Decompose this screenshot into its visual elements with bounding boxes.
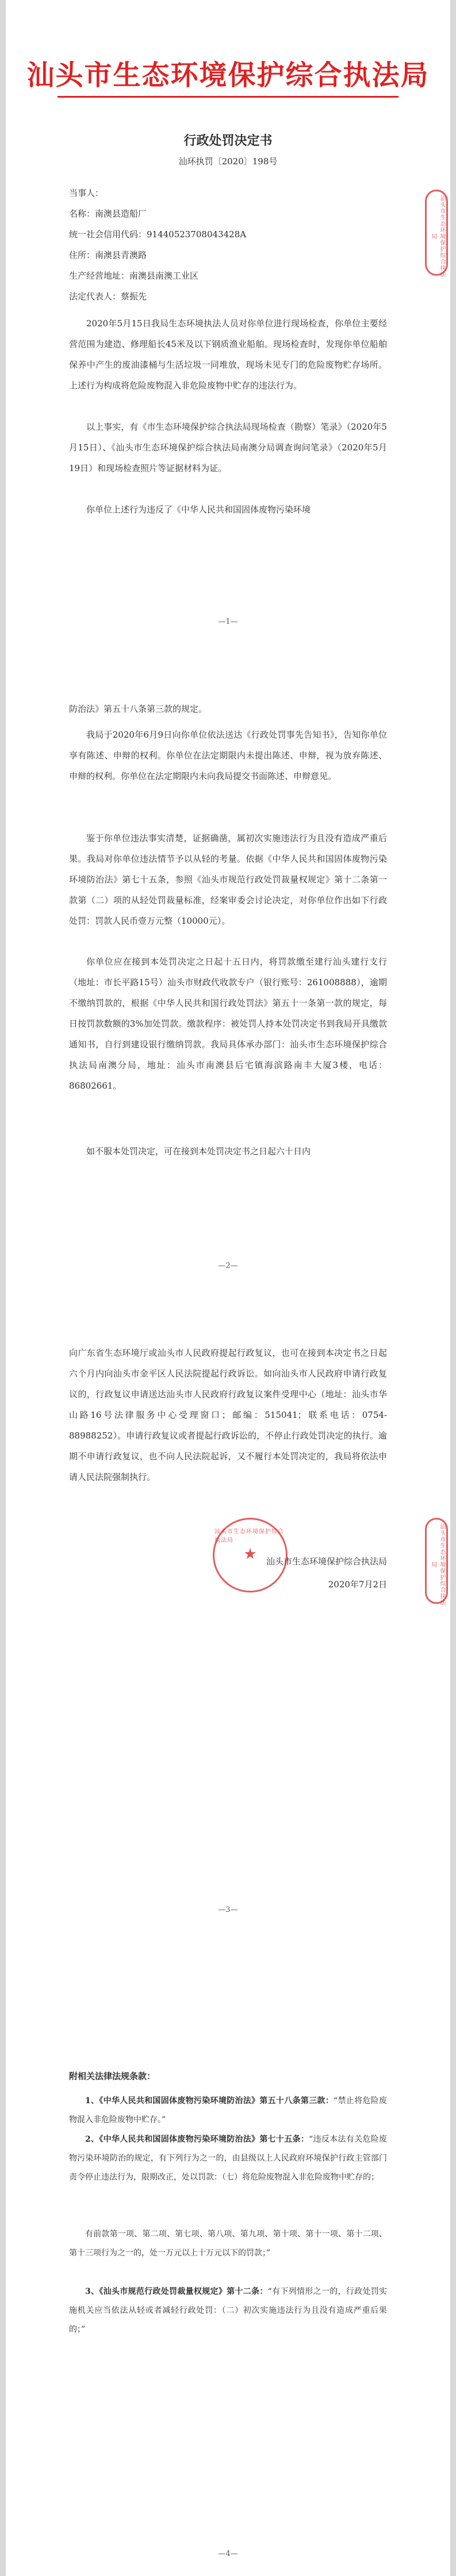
law-2 (69, 2130, 387, 2187)
paragraph-facts: 2020年5月15日我局生态环境执法人员对你单位进行现场检查，你单位主要经营范围为建造、修理船长45米及以下钢质渔业船舶。现场检查时，发现你单位船舶保养中产生的废油漆桶与生活垃圾一同堆放，现场未见专门的危险废物贮存场所。上述行为构成将危险废物混入非危险废物中贮存的违法行为。 (69, 318, 387, 391)
page-number: —2— (218, 1262, 238, 1270)
field-address: 住所：南澳县青澳路 (69, 250, 147, 260)
page-number: —4— (218, 2550, 238, 2558)
official-seal-text: 汕头市生态环境保护综合执法局 (214, 1529, 284, 1544)
side-seal (425, 1518, 448, 1604)
page-3 (6, 1288, 450, 1932)
page-number: —1— (218, 618, 238, 626)
field-name: 名称：南澳县造船厂 (69, 209, 147, 219)
laws-title: 附相关法律法规条款： (69, 2071, 156, 2081)
page-2 (6, 644, 450, 1288)
law-1-body: “禁止将危险废物混入非危险废物中贮存。” (69, 2096, 387, 2124)
law-3-body: “有下列情形之一的，行政处罚实施机关应当依法从轻或者减轻行政处罚：（二）初次实施违法行为且没有造成严重后果的；” (69, 2287, 387, 2334)
field-business-address: 生产经营地址：南澳县南澳工业区 (69, 271, 199, 281)
paragraph-decision: 鉴于你单位违法事实清楚，证据确凿，属初次实施违法行为且没有造成严重后果。我局对你单位违法情节予以从轻的考量。依据《中华人民共和国固体废物污染环境防治法》第七十五条，参照《汕头市规范行政处罚裁量权规定》第十二条第一款第（二）项的从轻处罚裁量标准，经案审委会讨论决定，对你单位作出如下行政处罚：罚款人民币壹万元整（10000元）。 (69, 833, 387, 926)
paragraph-payment: 你单位应在接到本处罚决定之日起十五日内，将罚款缴至建行汕头建行支行（地址：市长平路15号）汕头市财政代收款专户（银行账号：261008888），逾期不缴纳罚款的，根据《中华人民共和国行政处罚法》第五十一条第一款的规定，每日按罚款数额的3%加处罚款。缴款程序：被处罚人持本处罚决定书到我局开具缴款通知书，自行到建设银行缴纳罚款。我局具体承办部门：汕头市生态环境保护综合执法局南澳分局，地址：汕头市南澳县后宅镇海滨路南丰大厦3楼，电话：86802661。 (69, 957, 387, 1091)
law-2-heading: 2、《中华人民共和国固体废物污染环境防治法》第七十五条： (85, 2135, 309, 2144)
page-number: —3— (218, 1906, 238, 1914)
agency-header: 汕头市生态环境保护综合执法局 (26, 59, 430, 91)
party-label: 当事人： (69, 188, 104, 198)
field-legal-rep: 法定代表人：蔡振先 (69, 291, 147, 302)
side-seal-text: 汕头市生态环境保护综合执法局 (430, 1523, 445, 1606)
document-title: 行政处罚决定书 (183, 133, 273, 148)
field-credit-code: 统一社会信用代码：91440523708043428A (69, 229, 247, 240)
law-1 (69, 2092, 387, 2130)
paragraph-continued: 防治法》第五十八条第三款的规定。 (69, 704, 208, 714)
document-number: 汕环执罚〔2020〕198号 (178, 156, 278, 167)
law-3-heading: 3、《汕头市规范行政处罚裁量权规定》第十二条： (85, 2287, 268, 2296)
page-1 (6, 0, 450, 644)
side-seal-text: 汕头市生态环境保护综合执法局 (430, 195, 445, 277)
paragraph-appeal: 向广东省生态环境厅或汕头市人民政府提起行政复议，也可在接到本决定书之日起六个月内向汕头市金平区人民法院提起行政诉讼。如向汕头市人民政府申请行政复议的，行政复议申请送达汕头市人民政府行政复议案件受理中心（地址：汕头市华山路16号法律服务中心受理窗口；邮编：515041；联系电话：0754-88988252）。申请行政复议或者提起行政诉讼的，不停止行政处罚决定的执行。逾期不申请行政复议，也不向人民法院起诉，又不履行本处罚决定的，我局将依法申请人民法院强制执行。 (69, 1348, 387, 1482)
paragraph-evidence: 以上事实，有《市生态环境保护综合执法局现场检查（勘察）笔录》（2020年5月15日）、《汕头市生态环境保护综合执法局南澳分局调查询问笔录》（2020年5月19日）和现场检查照片等证据材料为证。 (69, 422, 387, 473)
law-1-heading: 1、《中华人民共和国固体废物污染环境防治法》第五十八条第三款： (85, 2096, 334, 2105)
paragraph-notice: 我局于2020年6月9日向你单位依法送达《行政处罚事先告知书》，告知你单位享有陈述、申辩的权利。你单位在法定期限内未提出陈述、申辩，视为放弃陈述、申辩的权利。你单位在法定期限内未向我局提交书面陈述、申辩意见。 (69, 730, 387, 781)
seal-star-icon: ★ (243, 1545, 257, 1563)
paragraph-violation: 你单位上述行为违反了《中华人民共和国固体废物污染环境 (86, 504, 311, 515)
law-2-body: “违反本法有关危险废物污染环境防治的规定，有下列行为之一的，由县级以上人民政府环境保护行政主管部门责令停止违法行为，限期改正，处以罚款：（七）将危险废物混入非危险废物中贮存的； (69, 2135, 387, 2182)
paragraph-appeal-start: 如不服本处罚决定，可在接到本处罚决定书之日起六十日内 (86, 1146, 311, 1156)
header-divider (58, 96, 398, 98)
signing-date: 2020年7月2日 (328, 1579, 387, 1590)
signing-organization: 汕头市生态环境保护综合执法局 (266, 1556, 387, 1567)
page-4 (6, 1932, 450, 2576)
law-2-continued: 有前款第一项、第二项、第七项、第八项、第九项、第十项、第十一项、第十二项、第十三项行为之一的，处一万元以上十万元以下的罚款；” (69, 2230, 387, 2258)
law-3 (69, 2282, 387, 2339)
side-seal (425, 190, 448, 276)
